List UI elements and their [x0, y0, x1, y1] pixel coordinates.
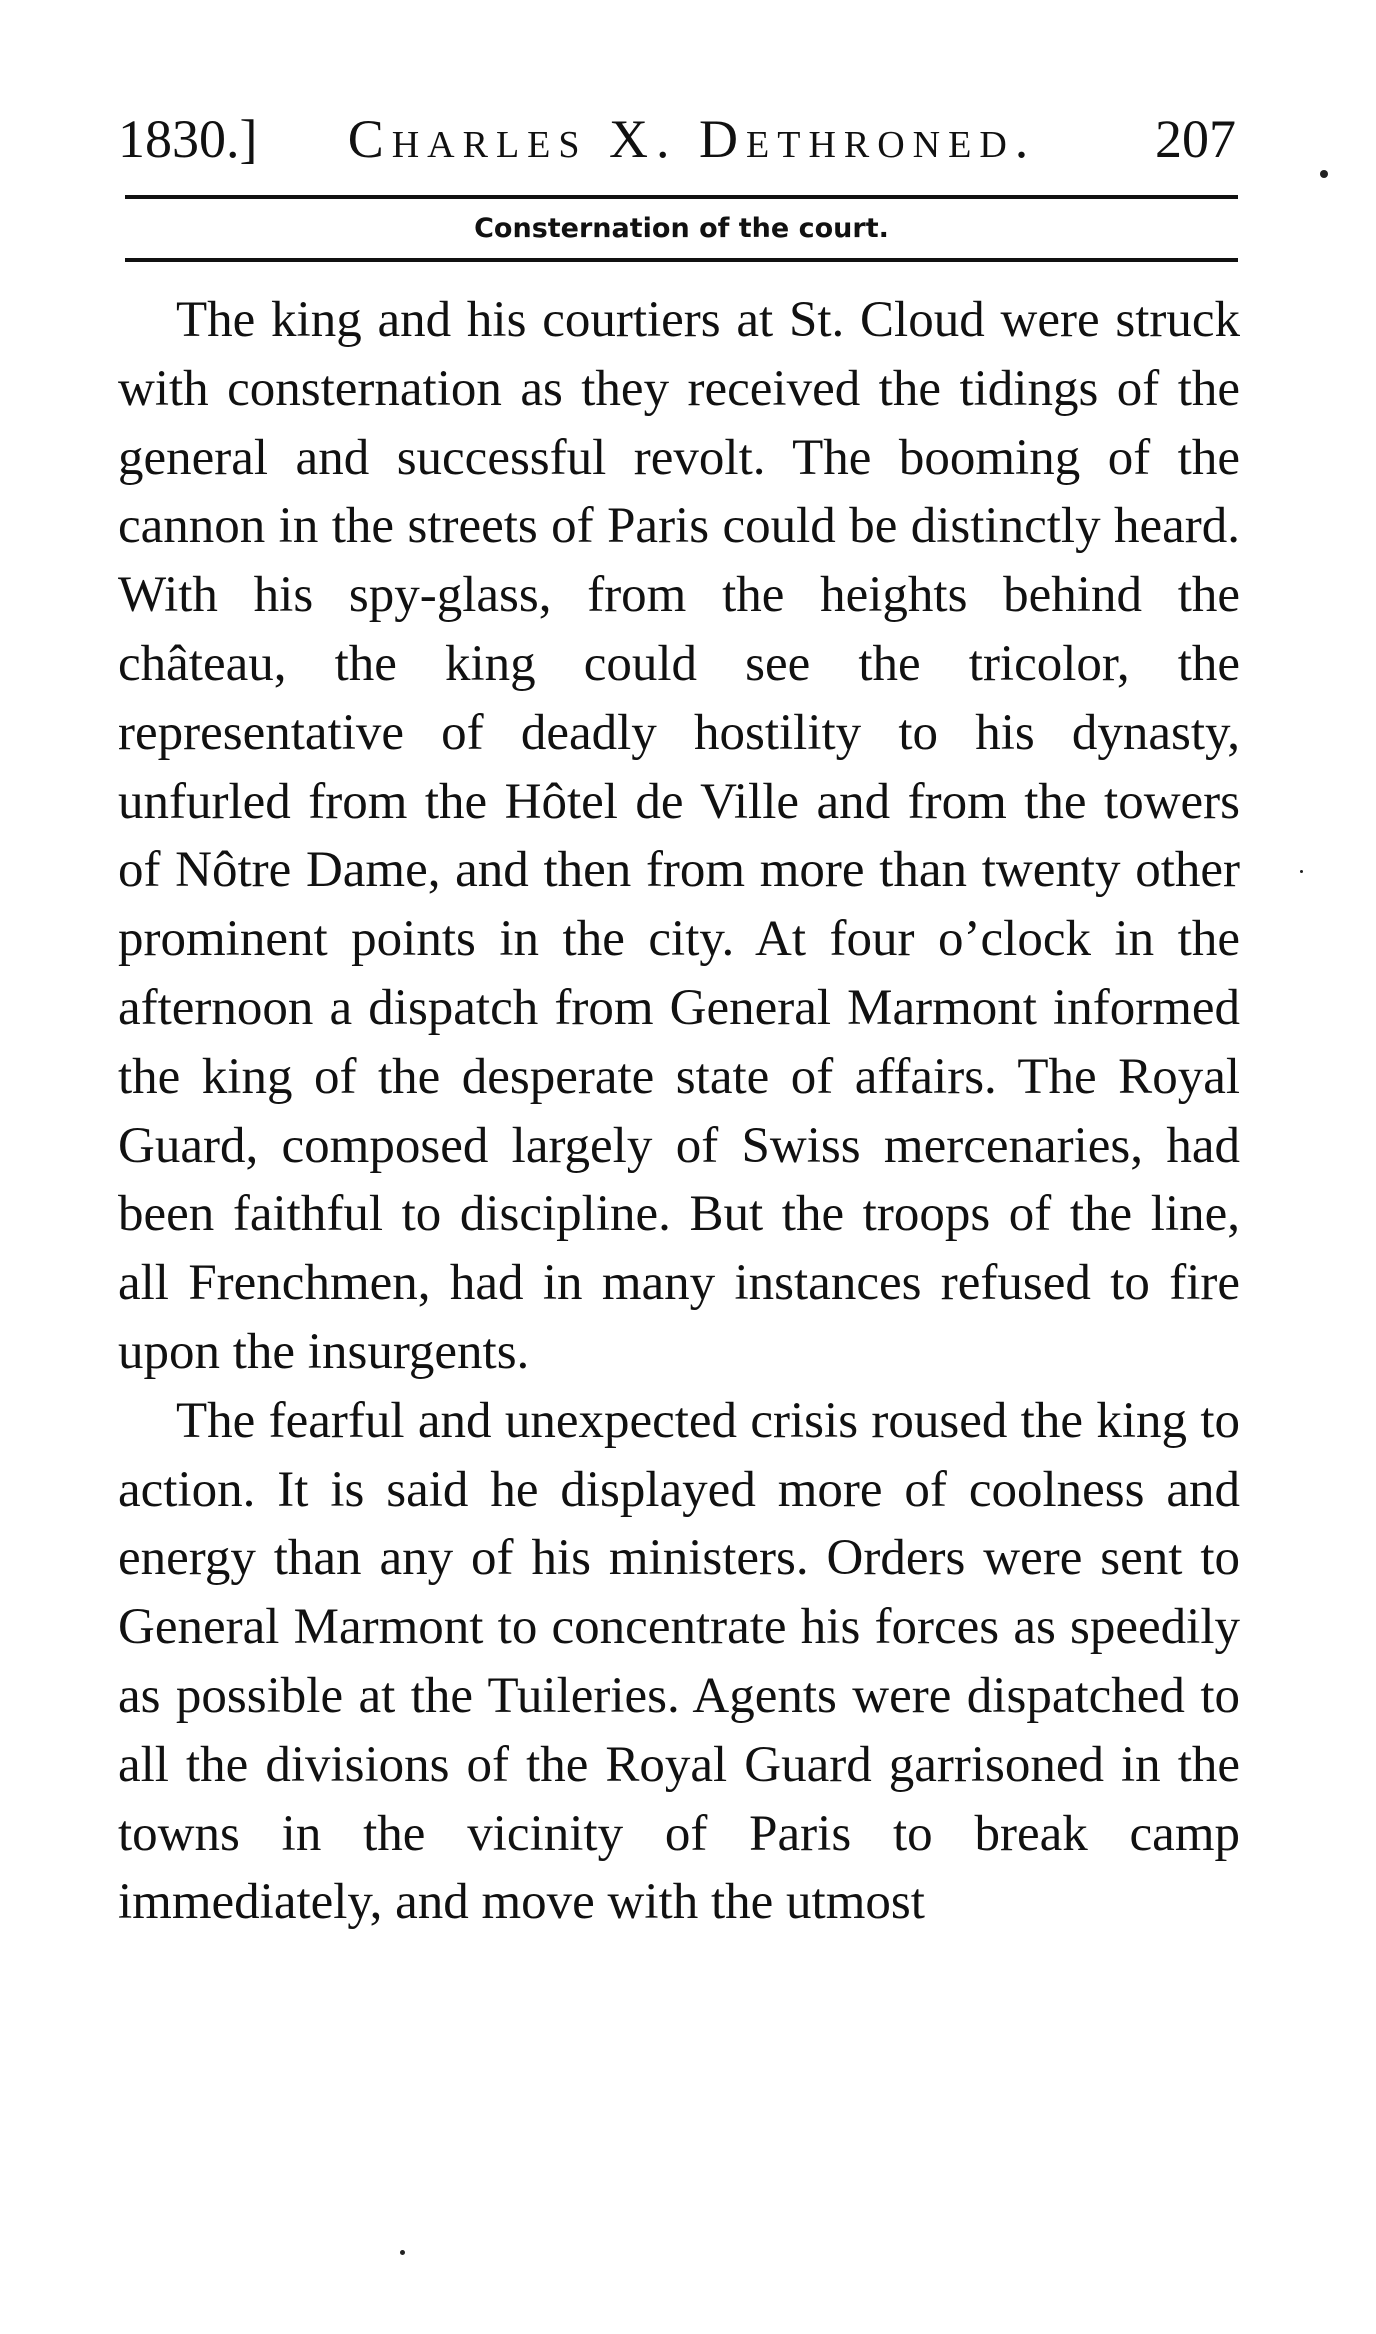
- header-year: 1830.]: [118, 109, 258, 169]
- ink-speck: [1320, 170, 1328, 178]
- ink-speck: [1300, 870, 1303, 873]
- page-number: 207: [1155, 109, 1236, 169]
- header-rule-bottom: [125, 258, 1238, 262]
- ink-speck: [400, 2250, 405, 2255]
- running-head: [118, 104, 1236, 174]
- header-title: Charles X. Dethroned.: [347, 109, 1037, 169]
- section-subhead: Consternation of the court.: [474, 213, 889, 244]
- body-text: [118, 286, 1240, 1937]
- paragraph: The fearful and unexpected crisis roused the king to action. It is said he displayed more of coolness and energy than any of his ministers. Orders were sent to General Marmont to concentrate his forces as speedily as possible at the Tuileries. Agents were dispatched to all the divisions of the Royal Guard garrisoned in the towns in the vicinity of Paris to break camp immediately, and move with the utmost: [118, 1392, 1240, 1931]
- paragraph: The king and his courtiers at St. Cloud were struck with consternation as they received the tidings of the general and successful revolt. The booming of the cannon in the streets of Paris could be distinctly heard. With his spy-glass, from the heights behind the château, the king could see the tricolor, the representative of deadly hostility to his dynasty, unfurled from the Hôtel de Ville and from the towers of Nôtre Dame, and then from more than twenty other prominent points in the city. At four o’clock in the afternoon a dispatch from General Marmont informed the king of the desperate state of affairs. The Royal Guard, composed largely of Swiss mercenaries, had been faithful to discipline. But the troops of the line, all Frenchmen, had in many instances refused to fire upon the insurgents.: [118, 292, 1240, 1380]
- header-rule-top: [125, 195, 1238, 199]
